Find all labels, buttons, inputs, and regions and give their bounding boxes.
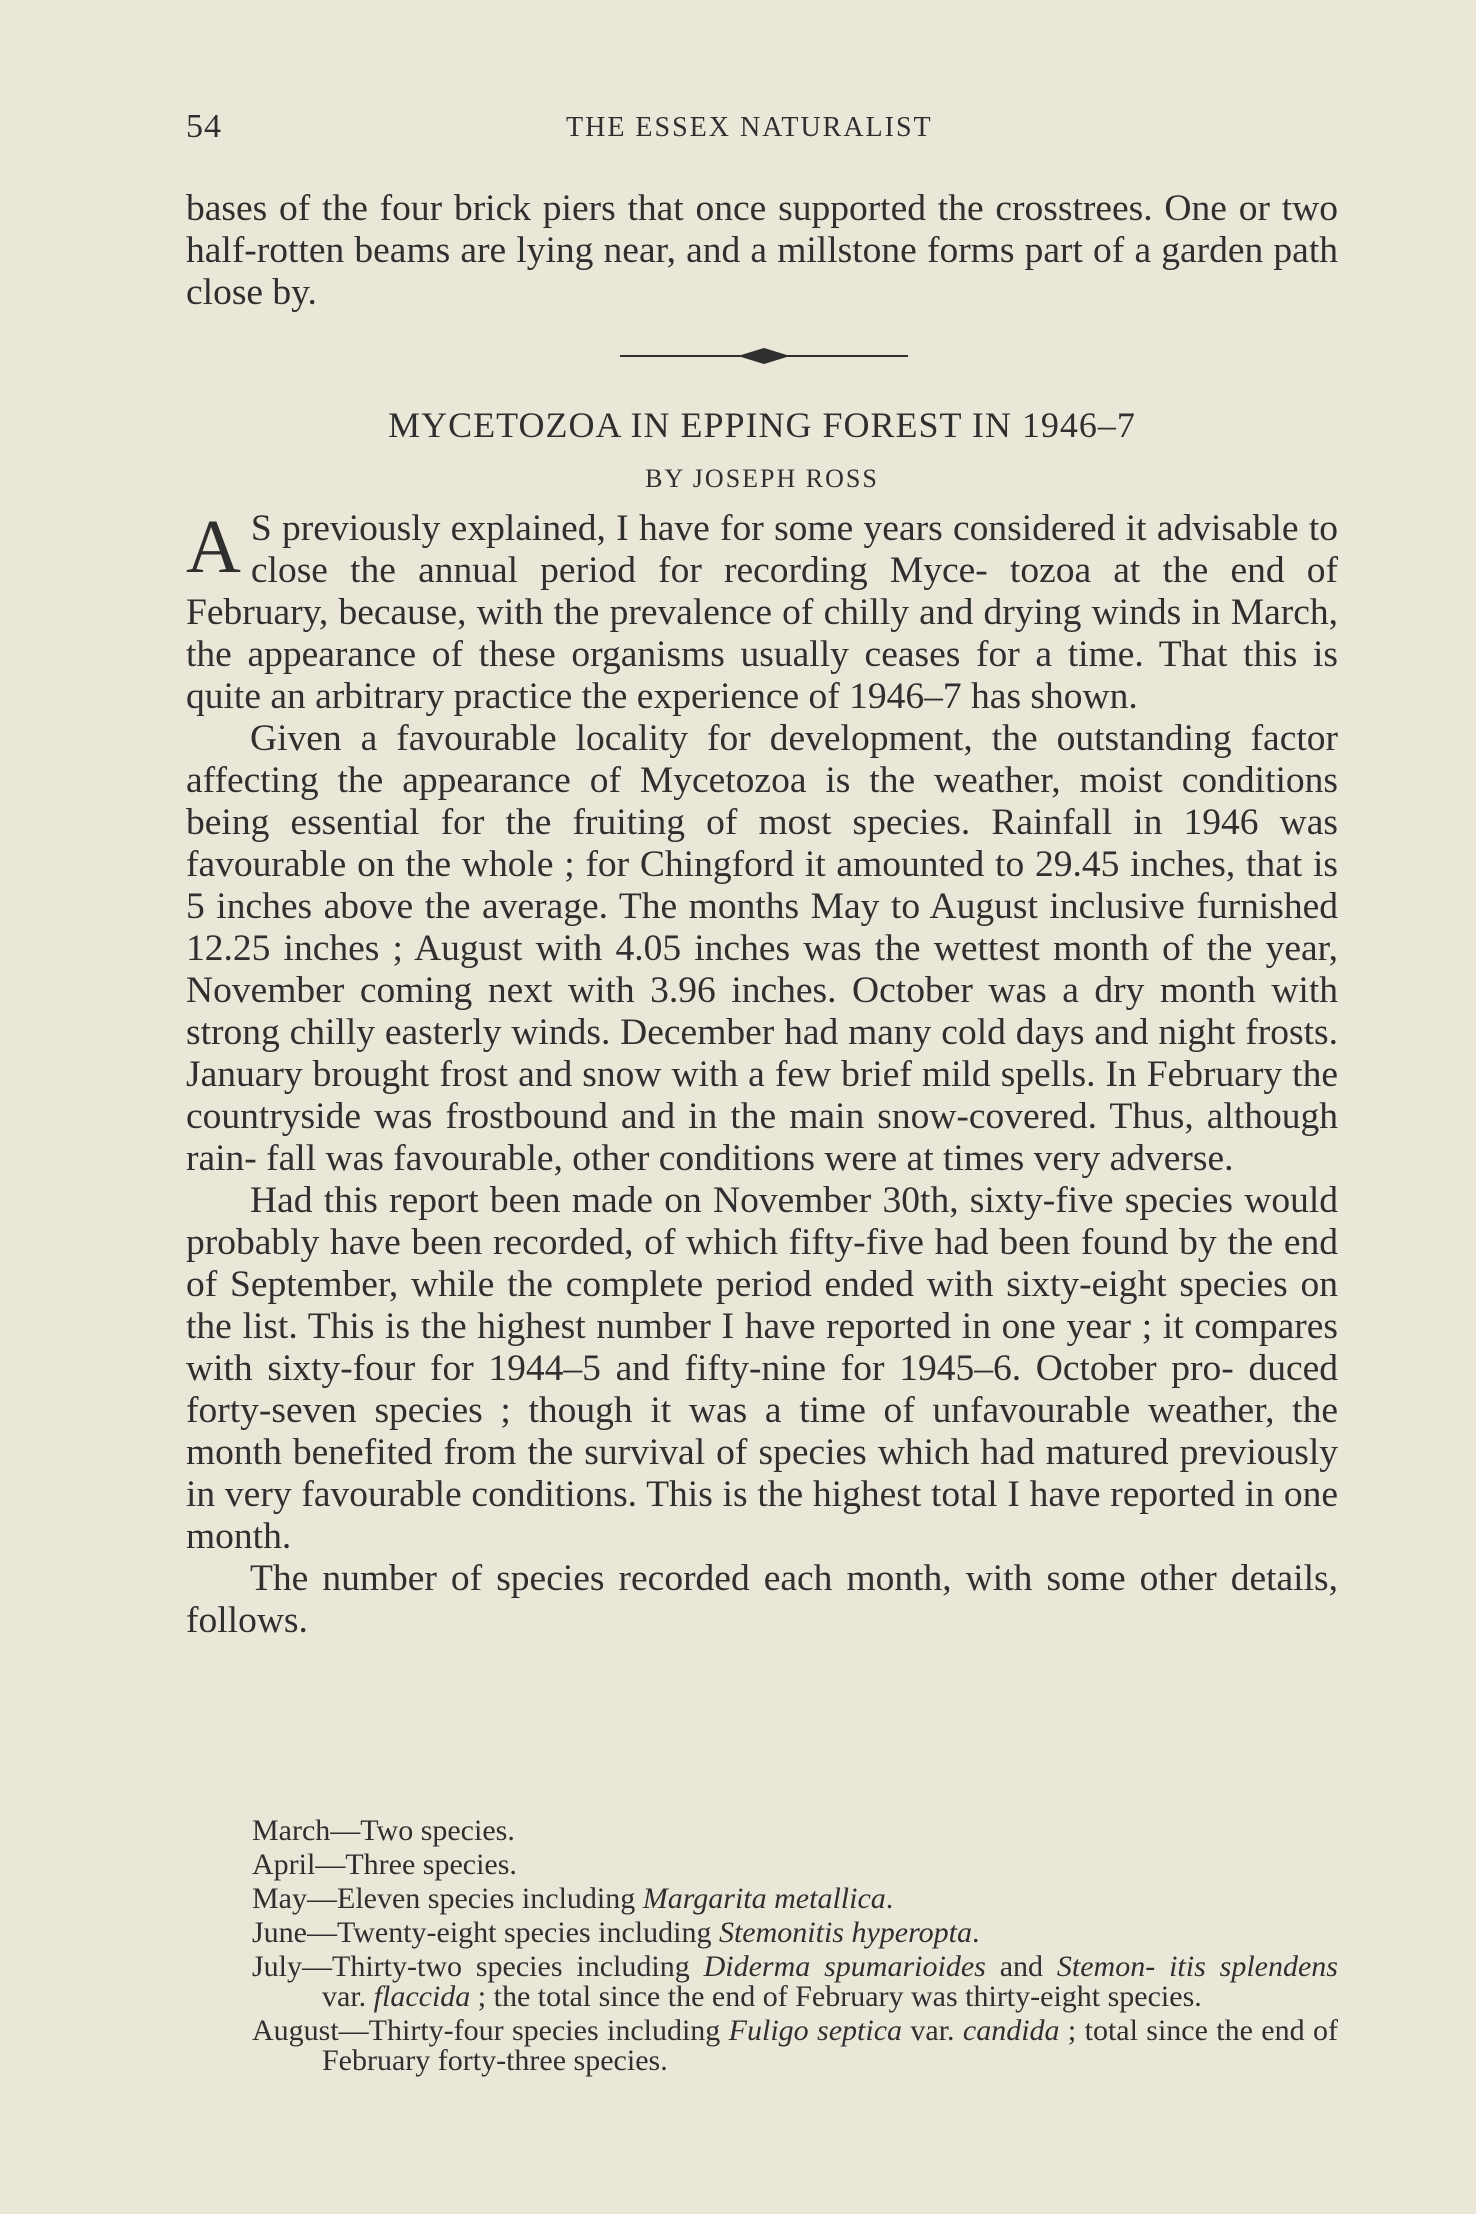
list-item-march: March—Two species. [252,1814,515,1847]
list-item-july: July—Thirty-two species including Diderma spumarioides and Stemon- itis splendens var. flaccida ; the total since the end of February was thirty-eight species. [252,1950,1338,2013]
species-name: Fuligo septica [728,2014,903,2047]
section-divider-ornament [620,346,908,366]
list-item-june: June—Twenty-eight species including Stemonitis hyperopta. [252,1916,980,1949]
paragraph-2: Given a favourable locality for development, the outstanding factor affecting the appearance of Mycetozoa is the weather, moist conditions being essential for the fruiting of most species. Rainfall in 1946 was favourable on the whole ; for Chingford it amounted to 29.45 inches, that is 5 inches above the average. The months May to August inclusive furnished 12.25 inches ; August with 4.05 inches was the wettest month of the year, November coming next with 3.96 inches. October was a dry month with strong chilly easterly winds. December had many cold days and night frosts. January brought frost and snow with a few brief mild spells. In February the countryside was frostbound and in the main snow-covered. Thus, although rain- fall was favourable, other conditions were at times very adverse. [186,718,1338,1179]
paragraph-4: The number of species recorded each month, with some other details, follows. [186,1558,1338,1641]
variety-name: candida [962,2014,1060,2047]
paragraph-3: Had this report been made on November 30th, sixty-five species would probably have been recorded, of which fifty-five had been found by the end of September, while the complete period ended with sixty-eight species on the list. This is the highest number I have reported in one year ; it compares with sixty-four for 1944–5 and fifty-nine for 1945–6. October pro- duced forty-seven species ; though it was a time of unfavourable weather, the month benefited from the survival of species which had matured previously in very favourable conditions. This is the highest total I have reported in one month. [186,1180,1338,1557]
page-number: 54 [186,108,222,145]
article-byline: BY JOSEPH ROSS [645,464,879,493]
list-item-august: August—Thirty-four species including Fuligo septica var. candida ; total since the end of February forty-three species. [252,2014,1338,2077]
species-name: Stemon- itis splendens [1056,1950,1338,1983]
list-item-may: May—Eleven species including Margarita metallica. [252,1882,894,1915]
variety-name: flaccida [373,1980,471,2013]
species-name: Stemonitis hyperopta [718,1916,972,1949]
paragraph-1-text: S previously explained, I have for some years considered it advisable to close the annual period for recording Myce- tozoa at the end of February, because, with the prevalence of chilly and drying winds in March, the appearance of these organisms usually ceases for a time. That this is quite an arbitrary practice the experience of 1946–7 has shown. [186,508,1338,717]
continued-paragraph [186,188,1338,314]
species-name: Margarita metallica [642,1882,886,1915]
species-name: Diderma spumarioides [703,1950,986,1983]
drop-cap: A [186,505,241,589]
paragraph-1 [186,505,1338,718]
running-head [186,108,1336,148]
article-title: MYCETOZOA IN EPPING FOREST IN 1946–7 [388,405,1136,445]
monthly-species-list [186,1816,1338,2080]
article-body [186,505,1338,1642]
list-item-april: April—Three species. [252,1848,517,1881]
continued-paragraph-text: bases of the four brick piers that once supported the crosstrees. One or two half-rotten beams are lying near, and a millstone forms part of a garden path close by. [186,188,1338,313]
journal-title: THE ESSEX NATURALIST [566,112,933,143]
